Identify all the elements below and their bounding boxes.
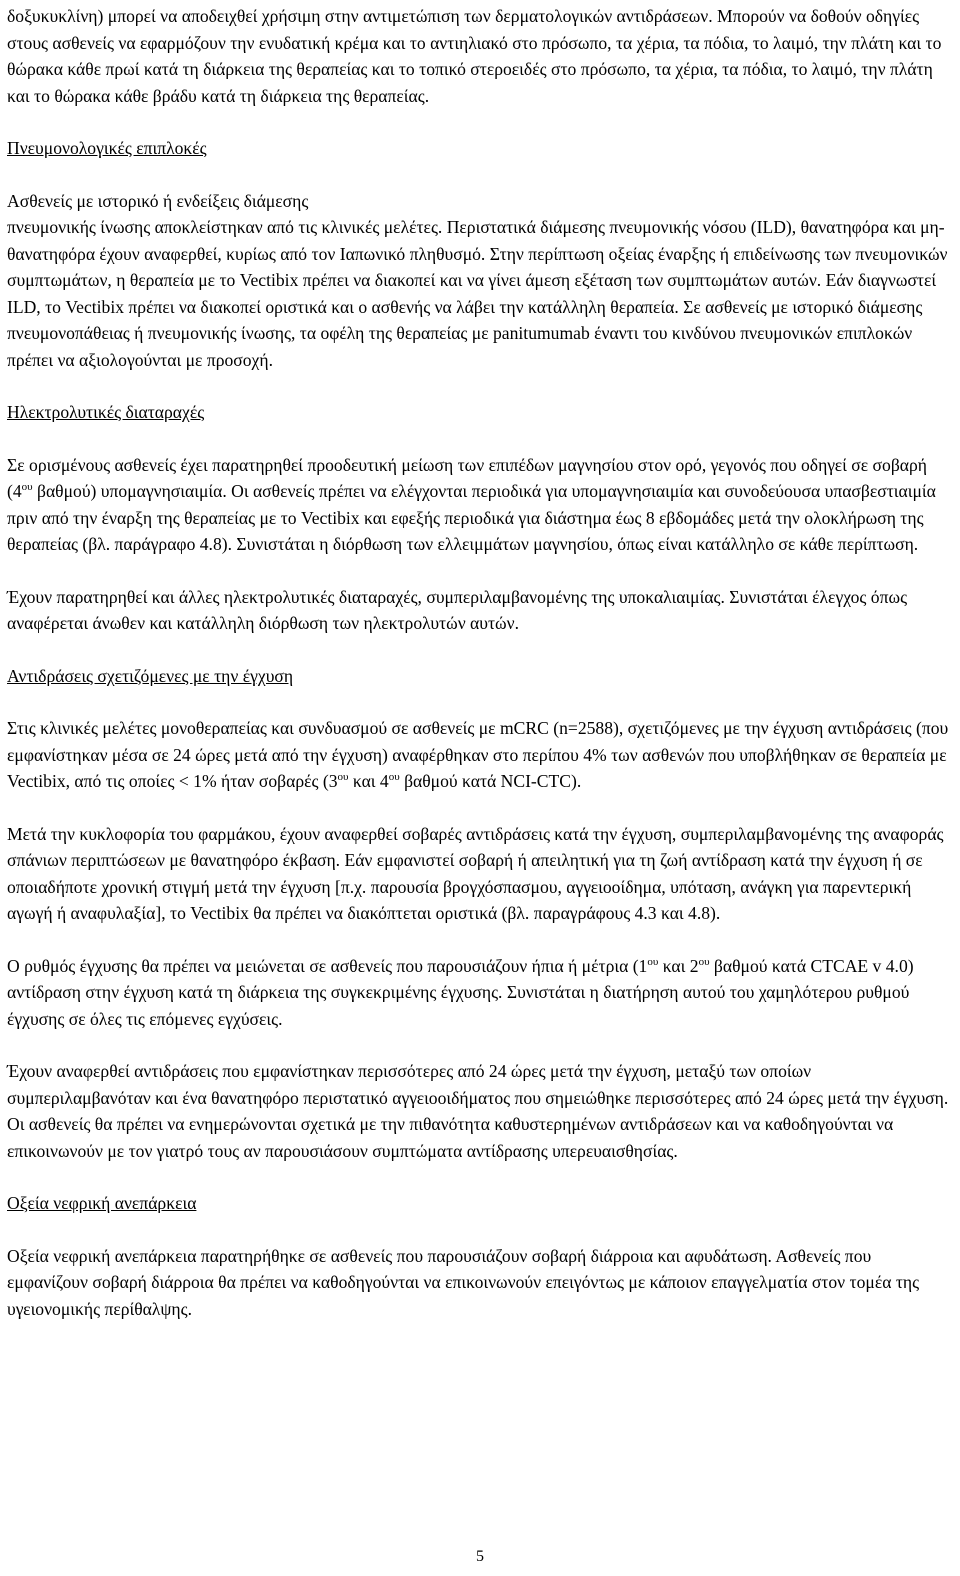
pulmonary-first-line: Ασθενείς με ιστορικό ή ενδείξεις διάμεσης [7, 190, 309, 211]
electrolytes-p1-text-b: βαθμού) υπομαγνησιαιμία. Οι ασθενείς πρέπει να ελέγχονται περιοδικά για υπομαγνησιαιμία και συνοδεύουσα υπασβεστιαιμία πριν από την έναρξη της θεραπείας με το Vectibix και εφεξής περιοδικά για διάστημα έως 8 εβδομάδες μετά την ολοκλήρωση της θεραπείας (βλ. παράγραφο 4.8). Συνιστάται η διόρθωση των ελλειμμάτων μαγνησίου, όπως είναι κατάλληλο σε κάθε περίπτωση. [7, 481, 936, 554]
electrolytes-paragraph-2: Έχουν παρατηρηθεί και άλλες ηλεκτρολυτικές διαταραχές, συμπεριλαμβανομένης της υποκαλιαιμίας. Συνιστάται έλεγχος όπως αναφέρεται άνωθεν και κατάλληλη διόρθωση των ηλεκτρολυτών αυτών. [7, 586, 908, 633]
infusion-p1-text-mid: και 4 [348, 771, 389, 791]
infusion-paragraph-2: Μετά την κυκλοφορία του φαρμάκου, έχουν αναφερθεί σοβαρές αντιδράσεις κατά την έγχυση, συμπεριλαμβανομένης της αναφοράς σπάνιων περιπτώσεων με θανατηφόρο έκβαση. Εάν εμφανιστεί σοβαρή ή απειλητική για τη ζωή αντίδραση κατά την έγχυση ή σε οποιαδήποτε χρονική στιγμή μετά την έγχυση [π.χ. παρουσία βρογχόσπασμου, αγγειοοίδημα, υπόταση, ανάγκη για παρεντερική αγωγή ή αναφυλαξία], το Vectibix θα πρέπει να διακόπτεται οριστικά (βλ. παραγράφους 4.3 και 4.8). [7, 823, 944, 923]
pulmonary-paragraph: πνευμονικής ίνωσης αποκλείστηκαν από τις κλινικές μελέτες. Περιστατικά διάμεσης πνευμονικής νόσου (ILD), θανατηφόρα και μη-θανατηφόρα έχουν αναφερθεί, κυρίως από τον Ιαπωνικό πληθυσμό. Στην περίπτωση οξείας έναρξης ή επιδείνωσης των πνευμονικών συμπτωμάτων, η θεραπεία με το Vectibix πρέπει να διακοπεί και να γίνει άμεση εξέταση των συμπτωμάτων αυτών. Εάν διαγνωστεί ILD, το Vectibix πρέπει να διακοπεί οριστικά και ο ασθενής να λάβει την κατάλληλη θεραπεία. Σε ασθενείς με ιστορικό διάμεσης πνευμονοπάθειας ή πνευμονικής ίνωσης, τα οφέλη της θεραπείας με panitumumab έναντι του κινδύνου πνευμονικών επιπλοκών πρέπει να αξιολογούνται με προσοχή. [7, 217, 948, 370]
document-page [7, 3, 953, 1322]
infusion-paragraph-1 [7, 715, 953, 795]
intro-paragraph: δοξυκυκλίνη) μπορεί να αποδειχθεί χρήσιμη στην αντιμετώπιση των δερματολογικών αντιδράσεων. Μπορούν να δοθούν οδηγίες στους ασθενείς να εφαρμόζουν την ενυδατική κρέμα και το αντιηλιακό στο πρόσωπο, τα χέρια, τα πόδια, το λαιμό, την πλάτη και το θώρακα κάθε πρωί κατά τη διάρκεια της θεραπείας και το τοπικό στεροειδές στο πρόσωπο, τα χέρια, τα πόδια, το λαιμό, την πλάτη και το θώρακα κάθε βράδυ κατά τη διάρκεια της θεραπείας. [7, 6, 942, 106]
renal-heading: Οξεία νεφρική ανεπάρκεια [7, 1193, 197, 1213]
electrolytes-heading: Ηλεκτρολυτικές διαταραχές [7, 402, 205, 422]
infusion-p1-superscript-1: ου [337, 771, 349, 783]
electrolytes-p1-superscript: ου [21, 481, 33, 493]
infusion-p1-text-a: Στις κλινικές μελέτες μονοθεραπείας και συνδυασμού σε ασθενείς με mCRC (n=2588), σχετιζόμενες με την έγχυση αντιδράσεις (που εμφανίστηκαν μέσα σε 24 ώρες μετά από την έγχυση) αναφέρθηκαν στο περίπου 4% των ασθενών που υποβλήθηκαν σε θεραπεία με Vectibix, από τις οποίες < 1% ήταν σοβαρές (3 [7, 718, 949, 791]
electrolytes-p1-text-a: Σε ορισμένους ασθενείς έχει παρατηρηθεί προοδευτική μείωση των επιπέδων μαγνησίου στον ορό, γεγονός που οδηγεί σε σοβαρή (4 [7, 454, 927, 501]
pulmonary-heading: Πνευμονολογικές επιπλοκές [7, 138, 207, 158]
infusion-p1-superscript-2: ου [388, 771, 400, 783]
infusion-p3-superscript-2: ου [698, 955, 710, 968]
infusion-paragraph-4: Έχουν αναφερθεί αντιδράσεις που εμφανίστηκαν περισσότερες από 24 ώρες μετά την έγχυση, μεταξύ των οποίων συμπεριλαμβανόταν και ένα θανατηφόρο περιστατικό αγγειοοιδήματος που σημειώθηκε περισσότερες από 24 ώρες μετά την έγχυση. Οι ασθενείς θα πρέπει να ενημερώνονται σχετικά με την πιθανότητα καθυστερημένων αντιδράσεων και να καθοδηγούνται να επικοινωνούν με τον γιατρό τους αν παρουσιάσουν συμπτώματα αντίδρασης υπερευαισθησίας. [7, 1061, 949, 1161]
infusion-p3-text-mid: και 2 [658, 955, 699, 976]
electrolytes-paragraph-1 [7, 452, 953, 558]
infusion-p3-text-b: βαθμού κατά CTCAE v 4.0) αντίδραση στην έγχυση κατά τη διάρκεια της συγκεκριμένης έγχυσης. Συνιστάται η διατήρηση αυτού του χαμηλότερου ρυθμού έγχυσης σε όλες τις επόμενες εγχύσεις. [7, 955, 914, 1029]
renal-paragraph: Οξεία νεφρική ανεπάρκεια παρατηρήθηκε σε ασθενείς που παρουσιάζουν σοβαρή διάρροια και αφυδάτωση. Ασθενείς που εμφανίζουν σοβαρή διάρροια θα πρέπει να καθοδηγούνται να επικοινωνούν επειγόντως με κάποιον επαγγελματία στον τομέα της υγειονομικής περίθαλψης. [7, 1245, 920, 1319]
infusion-paragraph-3 [7, 953, 953, 1033]
page-number: 5 [476, 1548, 484, 1565]
infusion-p3-text-a: Ο ρυθμός έγχυσης θα πρέπει να μειώνεται σε ασθενείς που παρουσιάζουν ήπια ή μέτρια (1 [7, 955, 648, 976]
infusion-p1-text-b: βαθμού κατά NCI-CTC). [399, 771, 582, 791]
infusion-p3-superscript-1: ου [647, 955, 659, 968]
infusion-heading: Αντιδράσεις σχετιζόμενες με την έγχυση [7, 665, 294, 686]
